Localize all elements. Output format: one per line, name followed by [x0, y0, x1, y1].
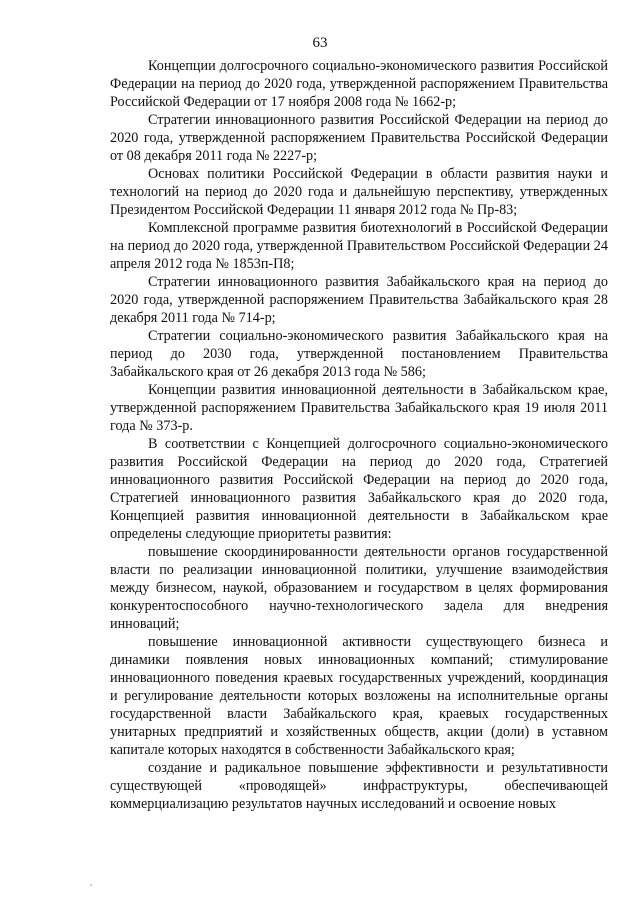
paragraph-innovation-strategy-rf: Стратегии инновационного развития Российской Федерации на период до 2020 года, утвержденной распоряжением Правительства Российской Федерации от 08 декабря 2011 года № 2227-р; — [110, 112, 608, 164]
paragraph-zabaikalsky-socioeconomic-strategy: Стратегии социально-экономического развития Забайкальского края на период до 2030 года, утвержденной постановлением Правительства Забайкальского края от 26 декабря 2013 года № 586; — [110, 328, 608, 380]
paragraph-priorities-intro: В соответствии с Концепцией долгосрочного социально-экономического развития Российской Федерации на период до 2020 года, Стратегией инновационного развития Российской Федерации на период до 2020 года, Стратегией инновационного развития Забайкальского края до 2020 года, Концепцией развития инновационной деятельности в Забайкальском крае определены следующие приоритеты развития: — [110, 436, 608, 542]
page-number: 63 — [312, 35, 328, 51]
document-body — [110, 57, 608, 813]
paragraph-concept-2020: Концепции долгосрочного социально-экономического развития Российской Федерации на период до 2020 года, утвержденной распоряжением Правительства Российской Федерации от 17 ноября 2008 года № 1662-р; — [110, 58, 608, 110]
paragraph-priority-innovation-activity: повышение инновационной активности существующего бизнеса и динамики появления новых инновационных компаний; стимулирование инновационного поведения краевых государственных учреждений, координация и регулирование деятельности которых возложены на исполнительные органы государственной власти Забайкальского края, краевых государственных унитарных предприятий и хозяйственных обществ, акции (доли) в уставном капитале которых находятся в собственности Забайкальского края; — [110, 634, 608, 758]
scan-speck — [90, 884, 92, 886]
paragraph-priority-infrastructure: создание и радикальное повышение эффективности и результативности существующей «проводящей» инфраструктуры, обеспечивающей коммерциализацию результатов научных исследований и освоение новых — [110, 760, 608, 812]
paragraph-zabaikalsky-innovation-concept: Концепции развития инновационной деятельности в Забайкальском крае, утвержденной распоряжением Правительства Забайкальского края 19 июля 2011 года № 373-р. — [110, 382, 608, 434]
paragraph-priority-coordination: повышение скоординированности деятельности органов государственной власти по реализации инновационной политики, улучшение взаимодействия между бизнесом, наукой, образованием и государством в целях формирования конкурентоспособного научно-технологического задела для внедрения инноваций; — [110, 544, 608, 632]
paragraph-science-policy-basics: Основах политики Российской Федерации в области развития науки и технологий на период до 2020 года и дальнейшую перспективу, утвержденных Президентом Российской Федерации 11 января 2012 года № Пр-83; — [110, 166, 608, 218]
paragraph-zabaikalsky-innovation-strategy: Стратегии инновационного развития Забайкальского края на период до 2020 года, утвержденной распоряжением Правительства Забайкальского края 28 декабря 2011 года № 714-р; — [110, 274, 608, 326]
paragraph-biotech-program: Комплексной программе развития биотехнологий в Российской Федерации на период до 2020 года, утвержденной Правительством Российской Федерации 24 апреля 2012 года № 1853п-П8; — [110, 220, 608, 272]
